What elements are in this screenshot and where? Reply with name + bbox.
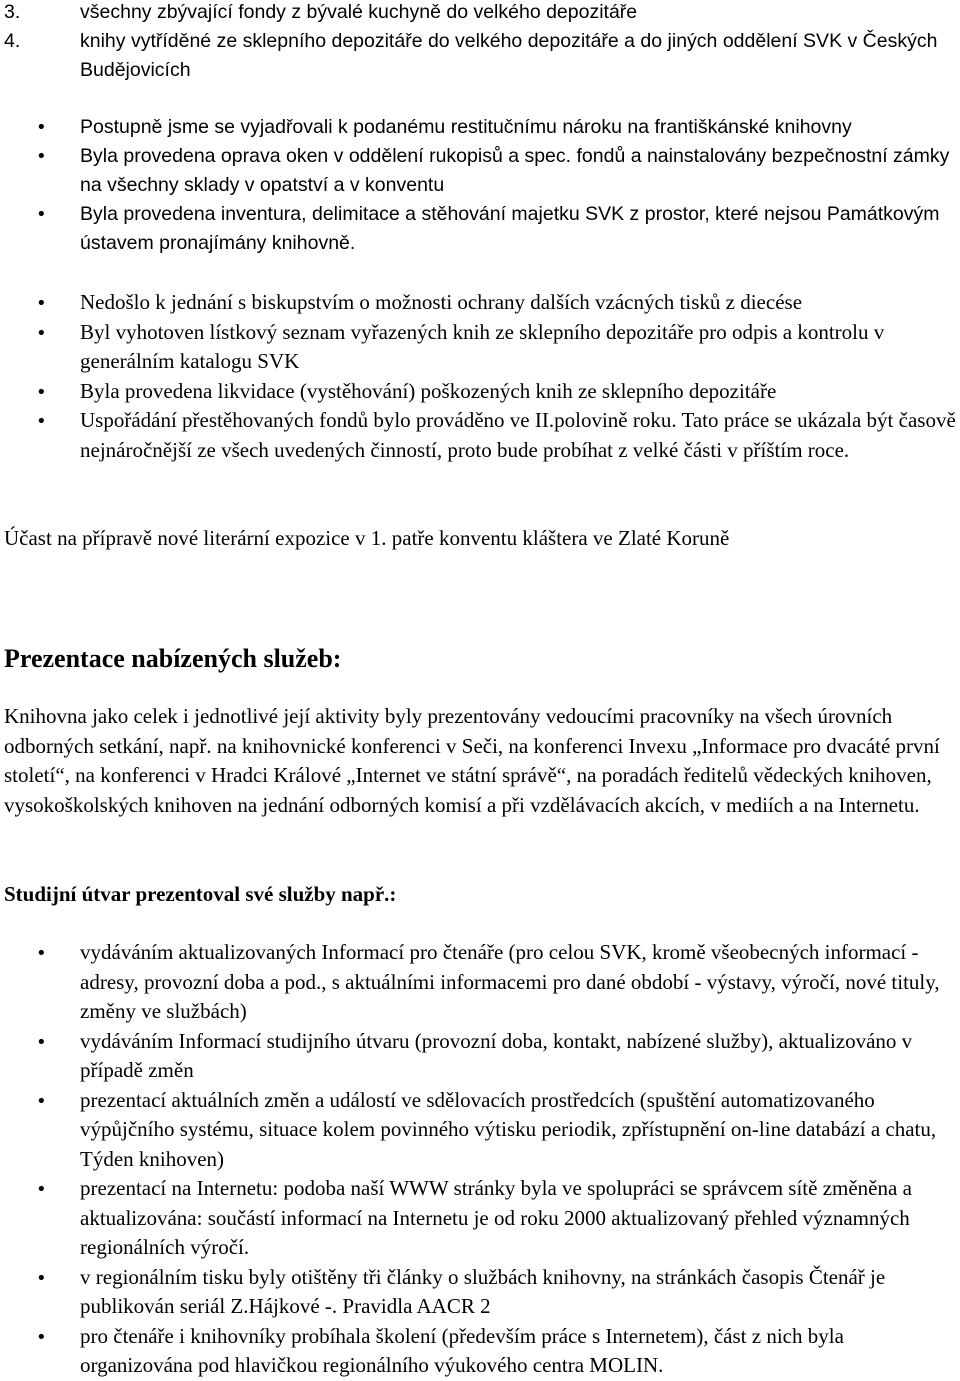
list-item-text: Byla provedena inventura, delimitace a stěhování majetku SVK z prostor, které nejsou Památkovým ústavem pronajímány knihovně. bbox=[80, 203, 940, 254]
bullet-icon bbox=[36, 1086, 47, 1117]
bullet-icon bbox=[36, 1322, 47, 1353]
numbered-item-4 bbox=[0, 27, 960, 85]
list-item-text: pro čtenáře i knihovníky probíhala školení (především práce s Internetem), část z nich byla organizována pod hlavičkou regionálního výukového centra MOLIN. bbox=[80, 1323, 844, 1377]
list-item-text: prezentací na Internetu: podoba naší WWW stránky byla ve spolupráci se správcem sítě změněna a aktualizována: součástí informací na Internetu je od roku 2000 aktualizovaný přehled významných regionálních výročí. bbox=[80, 1176, 912, 1259]
section-heading: Prezentace nabízených služeb: bbox=[4, 644, 342, 673]
list-item-text: prezentací aktuálních změn a událostí ve sdělovacích prostředcích (spuštění automatizovaného výpůjčního systému, situace kolem povinného výtisku periodik, zpřístupnění on-line databází a chatu, Týden knihoven) bbox=[80, 1087, 937, 1171]
list-item-text: vydáváním aktualizovaných Informací pro čtenáře (pro celou SVK, kromě všeobecných informací - adresy, provozní doba a pod., s aktuálními informacemi pro dané období - výstavy, výročí, nové tituly, změny ve službách) bbox=[80, 940, 940, 1023]
serif-bullet-list bbox=[0, 288, 960, 465]
sans-bullet-list bbox=[0, 113, 960, 258]
list-item bbox=[0, 1086, 960, 1175]
list-item bbox=[0, 1174, 960, 1263]
list-item bbox=[0, 938, 960, 1027]
bullet-icon bbox=[36, 1027, 47, 1058]
bullet-icon bbox=[36, 377, 47, 408]
list-item-text: Uspořádání přestěhovaných fondů bylo prováděno ve II.polovině roku. Tato práce se ukázala být časově nejnáročnější ze všech uvedených činností, proto bude probíhat z velké části v příštím roce. bbox=[80, 408, 956, 462]
list-item bbox=[0, 200, 960, 258]
list-item bbox=[0, 288, 960, 318]
list-item bbox=[0, 318, 960, 377]
list-item bbox=[0, 1263, 960, 1322]
item-text: všechny zbývající fondy z bývalé kuchyně do velkého depozitáře bbox=[80, 1, 638, 23]
item-number: 4. bbox=[4, 30, 21, 52]
exposition-paragraph: Účast na přípravě nové literární expozice v 1. patře konventu kláštera ve Zlaté Koruně bbox=[4, 526, 730, 550]
bullet-icon bbox=[36, 406, 47, 437]
list-item-text: Byla provedena likvidace (vystěhování) poškozených knih ze sklepního depozitáře bbox=[80, 378, 777, 403]
list-item-text: v regionálním tisku byly otištěny tři články o službách knihovny, na stránkách časopis Čtenář je publikován seriál Z.Hájkové -. Pravidla AACR 2 bbox=[80, 1264, 886, 1318]
services-heading: Studijní útvar prezentoval své služby např.: bbox=[4, 882, 397, 906]
list-item-text: vydáváním Informací studijního útvaru (provozní doba, kontakt, nabízené služby), aktualizováno v případě změn bbox=[80, 1028, 913, 1082]
bullet-icon bbox=[36, 1263, 47, 1294]
list-item-text: Byla provedena oprava oken v oddělení rukopisů a spec. fondů a nainstalovány bezpečnostní zámky na všechny sklady v opatství a v konventu bbox=[80, 145, 950, 196]
item-number: 3. bbox=[4, 1, 21, 23]
list-item bbox=[0, 113, 960, 142]
list-item bbox=[0, 406, 960, 465]
bullet-icon bbox=[36, 113, 47, 142]
bullet-icon bbox=[36, 200, 47, 229]
list-item bbox=[0, 142, 960, 200]
list-item bbox=[0, 1027, 960, 1086]
list-item-text: Nedošlo k jednání s biskupstvím o možnosti ochrany dalších vzácných tisků z diecése bbox=[80, 290, 803, 314]
list-item-text: Postupně jsme se vyjadřovali k podanému restitučnímu nároku na františkánské knihovny bbox=[80, 116, 852, 138]
services-bullet-list bbox=[0, 938, 960, 1381]
numbered-list bbox=[0, 0, 960, 85]
bullet-icon bbox=[36, 142, 47, 171]
numbered-item-3 bbox=[0, 0, 960, 27]
item-text: knihy vytříděné ze sklepního depozitáře do velkého depozitáře a do jiných oddělení SVK v Českých Budějovicích bbox=[80, 30, 938, 81]
bullet-icon bbox=[36, 288, 47, 319]
list-item bbox=[0, 377, 960, 407]
bullet-icon bbox=[36, 1174, 47, 1205]
bullet-icon bbox=[36, 318, 47, 349]
bullet-icon bbox=[36, 938, 47, 969]
section-paragraph: Knihovna jako celek i jednotlivé její aktivity byly prezentovány vedoucími pracovníky na všech úrovních odborných setkání, např. na knihovnické konferenci v Seči, na konferenci Invexu „Informace pro dvacáté první století“, na konferenci v Hradci Králové „Internet ve státní správě“, na poradách ředitelů vědeckých knihoven, vysokoškolských knihoven na jednání odborných komisí a při vzdělávacích akcích, v mediích a na Internetu. bbox=[4, 704, 940, 817]
list-item bbox=[0, 1322, 960, 1381]
list-item-text: Byl vyhotoven lístkový seznam vyřazených knih ze sklepního depozitáře pro odpis a kontrolu v generálním katalogu SVK bbox=[80, 319, 885, 373]
